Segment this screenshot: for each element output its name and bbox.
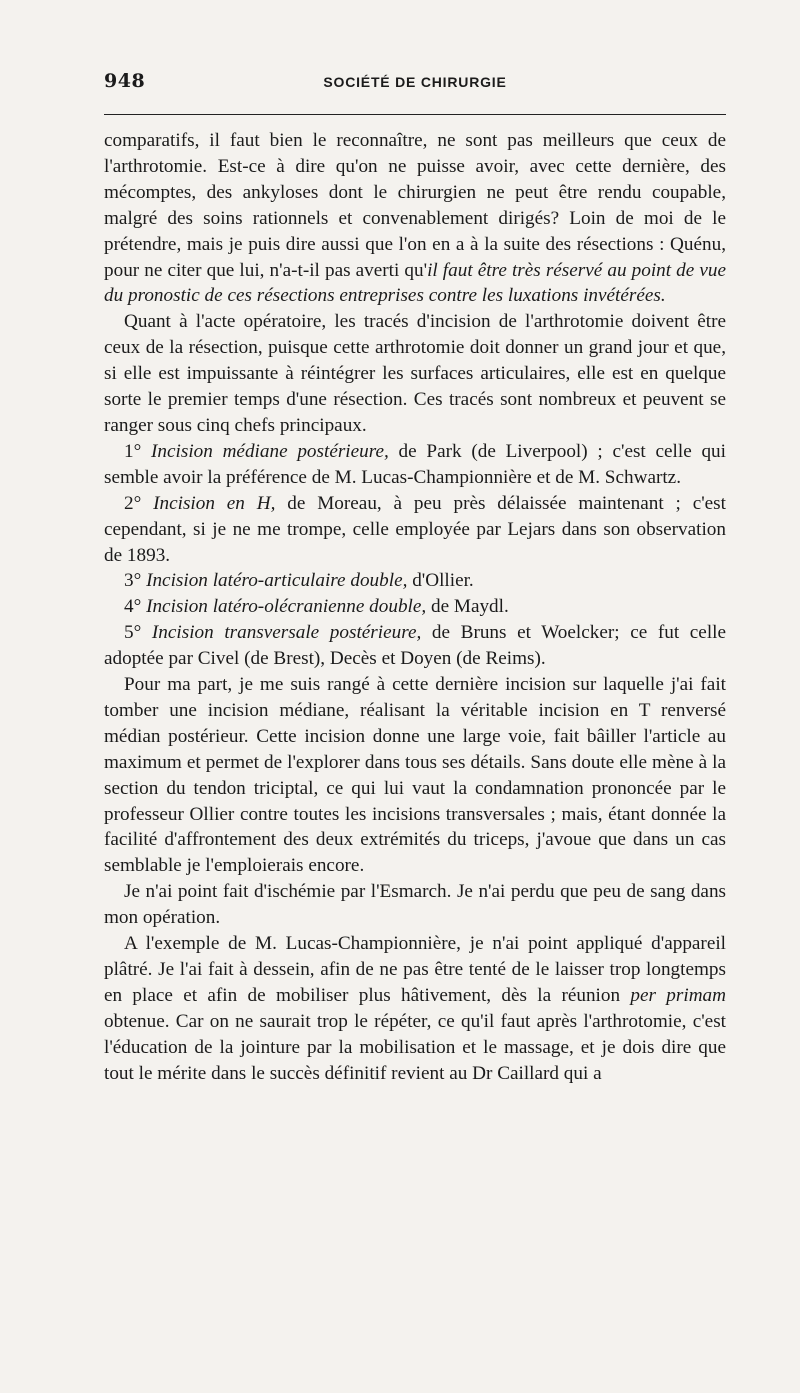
body-text	[104, 128, 726, 1087]
list-item: 2° Incision en H, de Moreau, à peu près délaissée maintenant ; c'est cependant, si je ne me trompe, celle employée par Lejars dans son observation de 1893.	[104, 492, 726, 566]
italic-quote: il faut être très réservé au point de vue du pronostic de ces résections entreprises contre les luxations invétérées.	[104, 259, 726, 307]
list-item: 5° Incision transversale postérieure, de Bruns et Woelcker; ce fut celle adoptée par Civel (de Brest), Decès et Doyen (de Reims).	[104, 622, 726, 670]
incision-name: Incision médiane postérieure,	[151, 440, 389, 462]
paragraph: A l'exemple de M. Lucas-Championnière, je n'ai point appliqué d'appareil plâtré. Je l'ai fait à dessein, afin de ne pas être tenté de le laisser trop longtemps en place et afin de mobiliser plus hâtivement, dès la réunion per primam obtenue. Car on ne saurait trop le répéter, ce qu'il faut après l'arthrotomie, c'est l'éducation de la jointure par la mobilisation et le massage, et je dois dire que tout le mérite dans le succès définitif revient au Dr Caillard qui a	[104, 933, 726, 1084]
paragraph: Je n'ai point fait d'ischémie par l'Esmarch. Je n'ai perdu que peu de sang dans mon opération.	[104, 881, 726, 929]
list-item: 3° Incision latéro-articulaire double, d'Ollier.	[124, 570, 474, 592]
header-rule	[104, 114, 726, 115]
incision-name: Incision latéro-olécranienne double,	[146, 596, 427, 618]
list-item: 1° Incision médiane postérieure, de Park (de Liverpool) ; c'est celle qui semble avoir la préférence de M. Lucas-Championnière et de M. Schwartz.	[104, 440, 726, 488]
page-header	[104, 70, 726, 100]
paragraph: Quant à l'acte opératoire, les tracés d'incision de l'arthrotomie doivent être ceux de la résection, puisque cette arthrotomie doit donner un grand jour et que, si elle est impuissante à réintégrer les surfaces articulaires, elle est en quelque sorte le premier temps d'une résection. Ces tracés sont nombreux et peuvent se ranger sous cinq chefs principaux.	[104, 311, 726, 436]
paragraph: comparatifs, il faut bien le reconnaître, ne sont pas meilleurs que ceux de l'arthrotomie. Est-ce à dire qu'on ne puisse avoir, avec cette dernière, des mécomptes, des ankyloses dont le chirurgien ne peut être rendu coupable, malgré des soins rationnels et convenablement dirigés? Loin de moi de le prétendre, mais je puis dire aussi que l'on en a à la suite des résections : Quénu, pour ne citer que lui, n'a-t-il pas averti qu'il faut être très réservé au point de vue du pronostic de ces résections entreprises contre les luxations invétérées.	[104, 130, 726, 307]
list-item: 4° Incision latéro-olécranienne double, de Maydl.	[124, 596, 509, 618]
page-number: 948	[104, 70, 146, 92]
incision-name: Incision en H,	[153, 492, 276, 514]
italic-phrase: per primam	[630, 984, 726, 1006]
running-head: SOCIÉTÉ DE CHIRURGIE	[323, 74, 507, 90]
incision-name: Incision latéro-articulaire double,	[146, 570, 408, 592]
paragraph: Pour ma part, je me suis rangé à cette dernière incision sur laquelle j'ai fait tomber une incision médiane, réalisant la véritable incision en T renversé médian postérieur. Cette incision donne une large voie, fait bâiller l'article au maximum et permet de l'explorer dans tous ses détails. Sans doute elle mène à la section du tendon triciptal, ce qui lui vaut la condamnation prononcée par le professeur Ollier contre toutes les incisions transversales ; mais, étant donnée la facilité d'affrontement des deux extrémités du triceps, j'avoue que dans un cas semblable je l'emploierais encore.	[104, 674, 726, 877]
incision-name: Incision transversale postérieure,	[151, 622, 422, 644]
